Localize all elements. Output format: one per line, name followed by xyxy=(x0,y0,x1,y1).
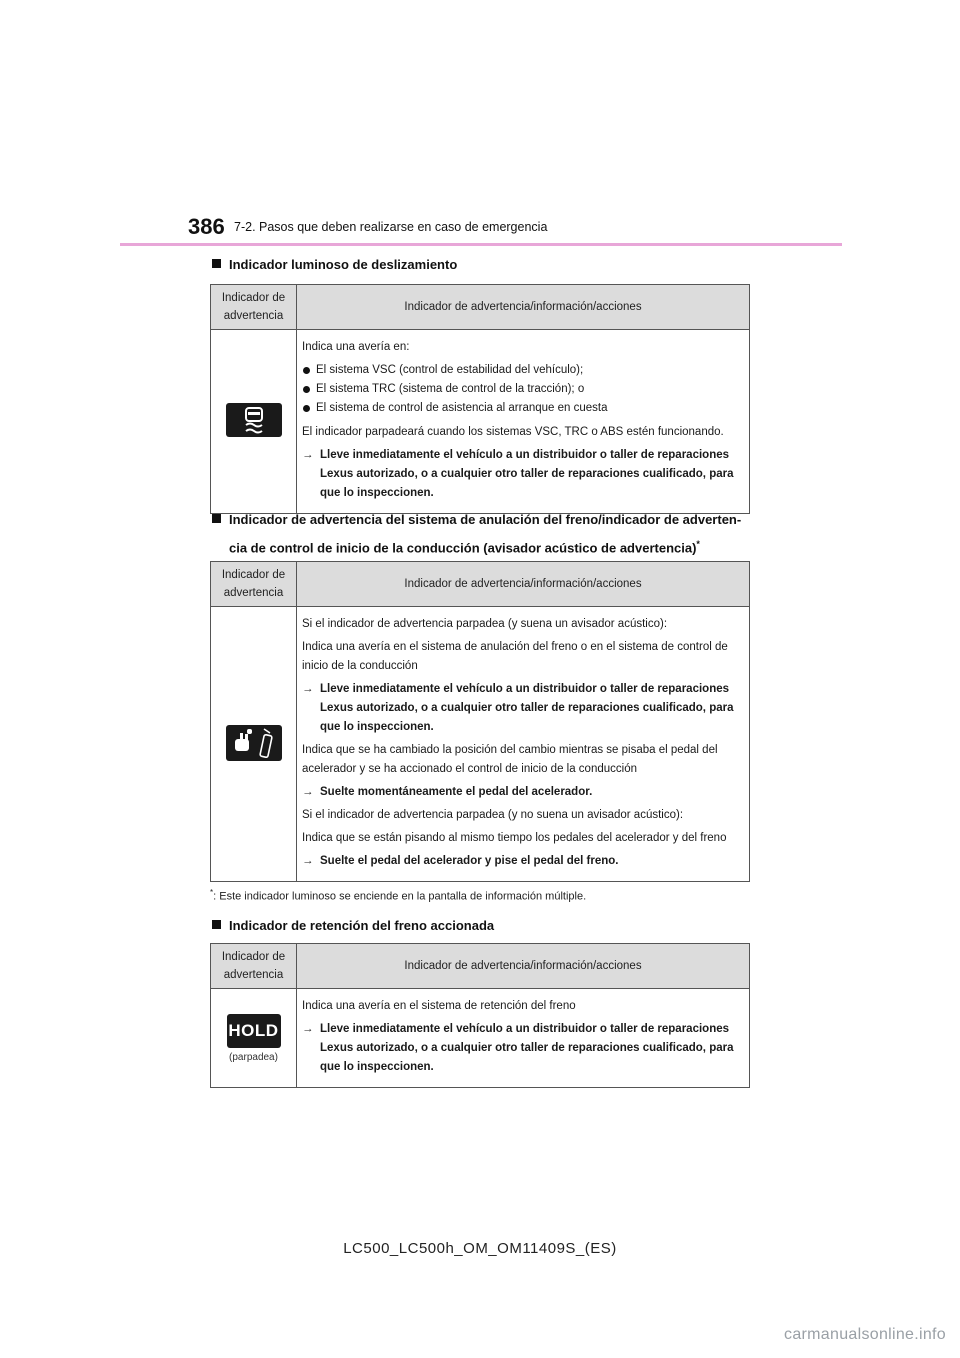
heading-slip-indicator: Indicador luminoso de deslizamiento xyxy=(212,252,772,277)
arrow-icon: → xyxy=(302,855,314,867)
arrow-icon: → xyxy=(302,449,314,461)
slip-indicator-icon xyxy=(226,403,282,437)
brake-override-pedal-icon xyxy=(226,725,282,761)
icon-cell xyxy=(211,330,297,514)
heading-brake-override: Indicador de advertencia del sistema de anulación del freno/indicador de adverten- cia de control de inicio de la conducción (avisador acústico de advertencia)* xyxy=(212,507,772,560)
bullet-icon xyxy=(303,367,310,374)
page-number: 386 xyxy=(188,214,225,239)
list-item: El sistema VSC (control de estabilidad del vehículo); xyxy=(302,361,743,380)
arrow-icon: → xyxy=(302,683,314,695)
header-rule xyxy=(120,243,842,246)
brake-hold-table xyxy=(210,943,750,1088)
watermark: carmanualsonline.info xyxy=(784,1326,946,1343)
section-title: 7-2. Pasos que deben realizarse en caso de emergencia xyxy=(234,220,548,234)
paragraph: Indica una avería en el sistema de retención del freno xyxy=(302,1000,576,1012)
bullet-icon xyxy=(303,386,310,393)
col-header-warning: Indicador de advertencia xyxy=(211,285,297,330)
info-cell xyxy=(297,330,750,514)
square-bullet-icon xyxy=(212,514,221,523)
paragraph: Indica una avería en el sistema de anulación del freno o en el sistema de control de inicio de la conducción xyxy=(302,641,728,672)
action-text: → Lleve inmediatamente el vehículo a un distribuidor o taller de reparaciones Lexus autorizado, o a cualquier otro taller de reparaciones cualificado, para que lo inspeccionen. xyxy=(302,446,743,503)
action-text: → Lleve inmediatamente el vehículo a un distribuidor o taller de reparaciones Lexus autorizado, o a cualquier otro taller de reparaciones cualificado, para que lo inspeccionen. xyxy=(302,1020,743,1077)
note-text: El indicador parpadeará cuando los sistemas VSC, TRC o ABS estén funcionando. xyxy=(302,426,724,438)
bullet-icon xyxy=(303,405,310,412)
info-cell xyxy=(297,607,750,882)
brake-override-table xyxy=(210,561,750,882)
action-text: → Suelte el pedal del acelerador y pise el pedal del freno. xyxy=(302,852,743,871)
paragraph: Si el indicador de advertencia parpadea (y suena un avisador acústico): xyxy=(302,618,668,630)
list-item: El sistema TRC (sistema de control de la tracción); o xyxy=(302,380,743,399)
manual-code-footer: LC500_LC500h_OM_OM11409S_(ES) xyxy=(343,1240,617,1257)
col-header-warning: Indicador de advertencia xyxy=(211,944,297,989)
icon-cell xyxy=(211,607,297,882)
icon-cell xyxy=(211,989,297,1088)
footnote: *: Este indicador luminoso se enciende en la pantalla de información múltiple. xyxy=(210,888,587,903)
arrow-icon: → xyxy=(302,1023,314,1035)
list-item: El sistema de control de asistencia al arranque en cuesta xyxy=(302,399,743,418)
paragraph: Indica que se están pisando al mismo tiempo los pedales del acelerador y del freno xyxy=(302,832,727,844)
info-cell xyxy=(297,989,750,1088)
intro-text: Indica una avería en: xyxy=(302,341,410,353)
action-text: → Lleve inmediatamente el vehículo a un distribuidor o taller de reparaciones Lexus autorizado, o a cualquier otro taller de reparaciones cualificado, para que lo inspeccionen. xyxy=(302,680,743,737)
paragraph: Indica que se ha cambiado la posición del cambio mientras se pisaba el pedal del acelerador y se ha accionado el control de inicio de la conducción xyxy=(302,744,718,775)
hold-indicator-icon: HOLD xyxy=(227,1014,281,1048)
col-header-info: Indicador de advertencia/información/acciones xyxy=(297,944,750,989)
paragraph: Si el indicador de advertencia parpadea (y no suena un avisador acústico): xyxy=(302,809,684,821)
square-bullet-icon xyxy=(212,920,221,929)
icon-caption: (parpadea) xyxy=(229,1051,278,1063)
arrow-icon: → xyxy=(302,786,314,798)
col-header-info: Indicador de advertencia/información/acciones xyxy=(297,285,750,330)
heading-brake-hold: Indicador de retención del freno accionada xyxy=(212,913,772,938)
action-text: → Suelte momentáneamente el pedal del acelerador. xyxy=(302,783,743,802)
col-header-info: Indicador de advertencia/información/acciones xyxy=(297,562,750,607)
col-header-warning: Indicador de advertencia xyxy=(211,562,297,607)
slip-indicator-table xyxy=(210,284,750,514)
square-bullet-icon xyxy=(212,259,221,268)
